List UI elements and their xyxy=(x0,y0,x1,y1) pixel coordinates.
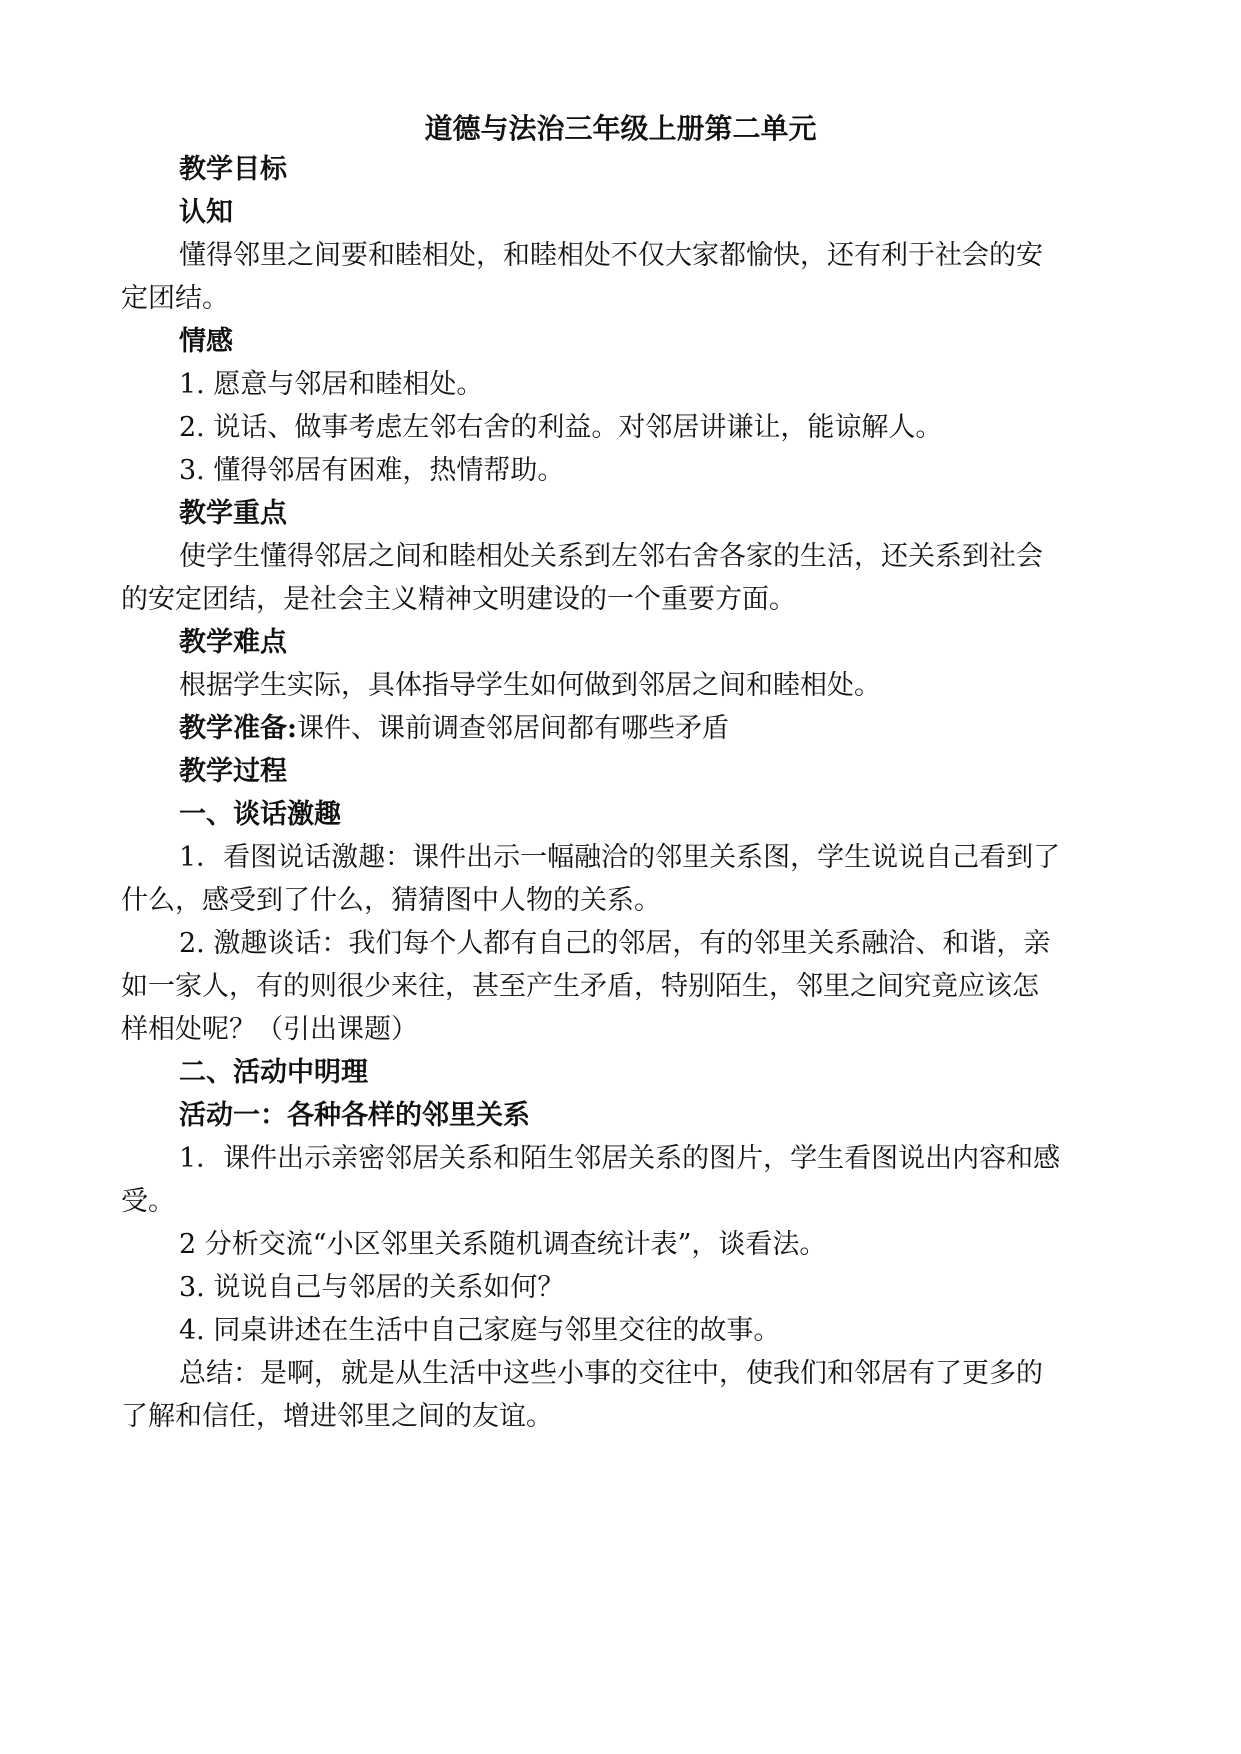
list-item: 2. 说话、做事考虑左邻右舍的利益。对邻居讲谦让，能谅解人。 xyxy=(179,412,943,443)
list-item: 4. 同桌讲述在生活中自己家庭与邻里交往的故事。 xyxy=(179,1315,781,1346)
preparation-label: 教学准备: xyxy=(179,713,297,744)
paragraph-line: 定团结。 xyxy=(121,283,229,314)
preparation-line xyxy=(179,712,729,746)
heading-difficulty: 教学难点 xyxy=(179,627,287,658)
paragraph-line: 什么，感受到了什么，猜猜图中人物的关系。 xyxy=(121,885,661,916)
paragraph-line: 2. 激趣谈话：我们每个人都有自己的邻居，有的邻里关系融洽、和谐，亲 xyxy=(179,928,1051,959)
paragraph-line: 根据学生实际，具体指导学生如何做到邻居之间和睦相处。 xyxy=(179,670,881,701)
paragraph-line: 懂得邻里之间要和睦相处，和睦相处不仅大家都愉快，还有利于社会的安 xyxy=(179,240,1043,271)
heading-emotion: 情感 xyxy=(179,326,233,357)
heading-key-points: 教学重点 xyxy=(179,498,287,529)
paragraph-line: 1．课件出示亲密邻居关系和陌生邻居关系的图片，学生看图说出内容和感 xyxy=(179,1143,1061,1174)
paragraph-line: 使学生懂得邻居之间和睦相处关系到左邻右舍各家的生活，还关系到社会 xyxy=(179,541,1043,572)
list-item: 3. 说说自己与邻居的关系如何？ xyxy=(179,1272,565,1303)
heading-process: 教学过程 xyxy=(179,756,287,787)
paragraph-line: 样相处呢？（引出课题） xyxy=(121,1014,418,1045)
paragraph-line: 1．看图说话激趣：课件出示一幅融洽的邻里关系图，学生说说自己看到了 xyxy=(179,842,1061,873)
heading-section-1: 一、谈话激趣 xyxy=(179,799,341,830)
paragraph-line: 的安定团结，是社会主义精神文明建设的一个重要方面。 xyxy=(121,584,796,615)
heading-section-2: 二、活动中明理 xyxy=(179,1057,368,1088)
list-item: 3. 懂得邻居有困难，热情帮助。 xyxy=(179,455,565,486)
heading-cognition: 认知 xyxy=(179,197,233,228)
heading-activity-1: 活动一：各种各样的邻里关系 xyxy=(179,1100,530,1131)
list-item: 2 分析交流“小区邻里关系随机调查统计表”，谈看法。 xyxy=(179,1229,827,1260)
heading-objectives: 教学目标 xyxy=(179,154,287,185)
preparation-text: 课件、课前调查邻居间都有哪些矛盾 xyxy=(296,713,729,744)
paragraph-line: 如一家人，有的则很少来往，甚至产生矛盾，特别陌生，邻里之间究竟应该怎 xyxy=(121,971,1039,1002)
paragraph-line: 受。 xyxy=(121,1186,175,1217)
paragraph-line: 总结：是啊，就是从生活中这些小事的交往中，使我们和邻居有了更多的 xyxy=(179,1358,1043,1389)
document-title: 道德与法治三年级上册第二单元 xyxy=(424,112,817,145)
list-item: 1. 愿意与邻居和睦相处。 xyxy=(179,369,484,400)
paragraph-line: 了解和信任，增进邻里之间的友谊。 xyxy=(121,1401,553,1432)
